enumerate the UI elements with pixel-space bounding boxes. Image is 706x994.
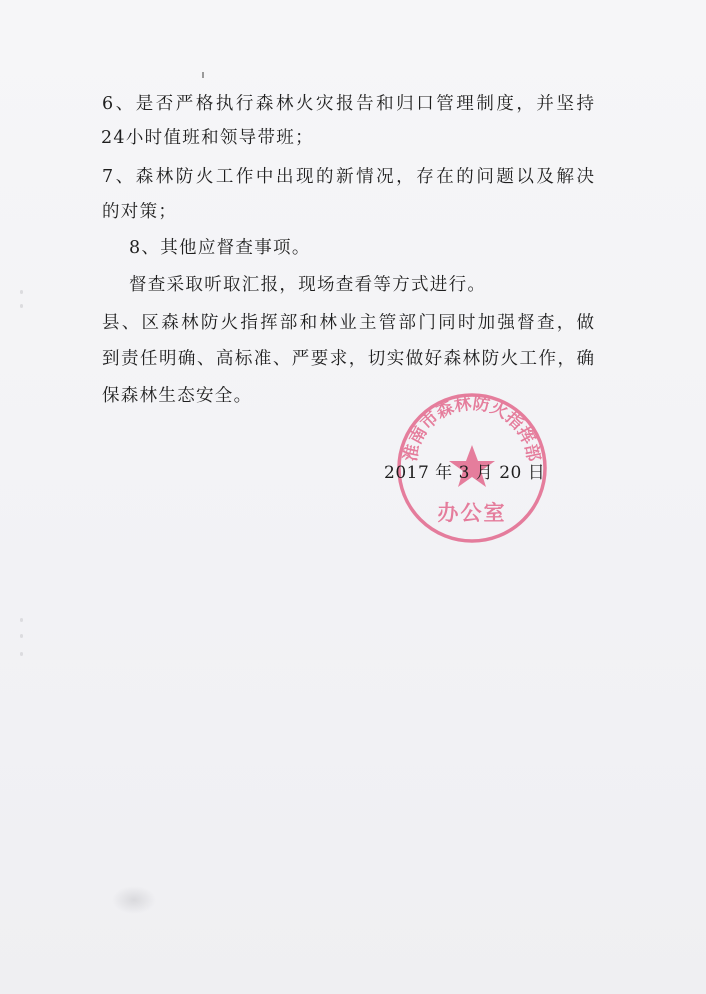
document-date: 2017 年 3 月 20 日	[384, 463, 546, 483]
text-line-6: 督查采取听取汇报，现场查看等方式进行。	[129, 275, 487, 295]
text-line-5: 8、其他应督查事项。	[129, 238, 311, 258]
text-line-3: 7、森林防火工作中出现的新情况，存在的问题以及解决	[102, 167, 594, 187]
scan-smudge	[112, 886, 156, 914]
text-line-7: 县、区森林防火指挥部和林业主管部门同时加强督查，做	[102, 313, 594, 333]
scan-mark	[202, 72, 204, 78]
text-line-2: 24小时值班和领导带班；	[101, 128, 314, 148]
text-line-4: 的对策；	[102, 202, 178, 222]
seal-bottom-text: 办公室	[437, 501, 507, 525]
text-line-9: 保森林生态安全。	[102, 386, 253, 406]
text-line-8: 到责任明确、高标准、严要求，切实做好森林防火工作，确	[102, 349, 594, 369]
text-line-1: 6、是否严格执行森林火灾报告和归口管理制度，并坚持	[102, 94, 594, 114]
seal-arc-text: 淮南市森林防火指挥部	[400, 393, 544, 464]
